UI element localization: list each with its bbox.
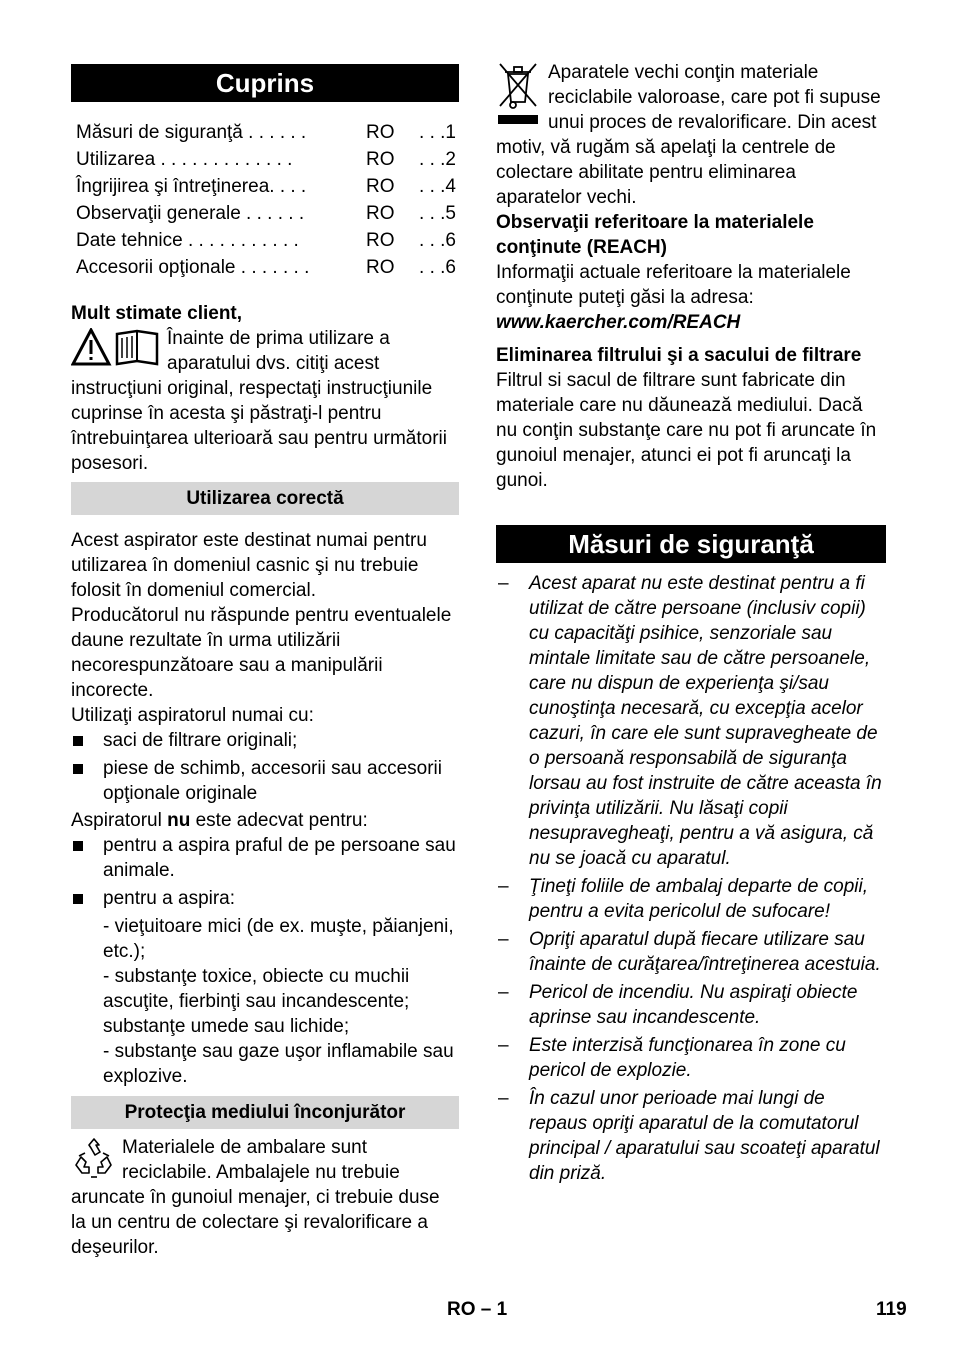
correct-use-heading: Utilizarea corectă xyxy=(71,482,459,515)
crossed-bin-icon xyxy=(496,60,540,132)
correct-use-p1: Acest aspirator este destinat numai pentru utilizarea în domeniul casnic şi nu trebuie folosit în domeniul comercial. xyxy=(71,530,427,601)
old-devices-text: Aparatele vechi conţin materiale reciclabile valoroase, care pot fi supuse unui proces de revalorificare. Din acest motiv, vă rugăm să apelaţi la centrele de colectare abilitate pentru eliminarea aparatelor vechi. xyxy=(496,62,881,208)
sub-list-item: - substanţe toxice, obiecte cu muchii ascuţite, fierbinţi sau incandescente; substanţe umede sau lichide; xyxy=(103,966,410,1037)
safety-item xyxy=(496,1086,886,1186)
safety-item xyxy=(496,874,886,924)
toc-entry-title: Observaţii generale . . . . . . xyxy=(76,203,305,224)
toc-entry-lang: RO xyxy=(366,149,395,170)
sub-list-item: - vieţuitoare mici (de ex. muşte, păianjeni, etc.); xyxy=(103,916,454,962)
toc-row[interactable] xyxy=(71,200,459,227)
toc-entry-page: . . .6 xyxy=(419,257,456,278)
right-column xyxy=(496,60,886,1189)
list-item: pentru a aspira praful de pe persoane sau animale. xyxy=(71,833,459,883)
list-item: pentru a aspira: xyxy=(71,886,459,911)
list-item: saci de filtrare originali; xyxy=(71,728,459,753)
filter-heading: Eliminarea filtrului şi a sacului de filtrare xyxy=(496,345,862,366)
safety-list xyxy=(496,571,886,1186)
left-column xyxy=(71,64,459,1260)
safety-item-text: Este interzisă funcţionarea în zone cu pericol de explozie. xyxy=(529,1035,846,1081)
reach-url[interactable]: www.kaercher.com/REACH xyxy=(496,312,741,333)
reach-text: Informaţii actuale referitoare la materialele conţinute puteţi găsi la adresa: xyxy=(496,262,851,308)
toc-entry-title: Utilizarea . . . . . . . . . . . . . xyxy=(76,149,293,170)
toc-entry-page: . . .2 xyxy=(419,149,456,170)
toc-row[interactable] xyxy=(71,119,459,146)
table-of-contents xyxy=(71,119,459,281)
warning-manual-icon xyxy=(71,328,161,366)
safety-item-text: Ţineţi foliile de ambalaj departe de copii, pentru a evita pericolul de sufocare! xyxy=(529,876,869,922)
toc-entry-title: Îngrijirea şi întreţinerea. . . . xyxy=(76,176,307,197)
list-item: piese de schimb, accesorii sau accesorii opţionale originale xyxy=(71,756,459,806)
footer-label: RO – 1 xyxy=(447,1299,508,1320)
packaging-block xyxy=(71,1135,459,1260)
safety-item xyxy=(496,1033,886,1083)
safety-item xyxy=(496,980,886,1030)
toc-row[interactable] xyxy=(71,227,459,254)
intro-text: Înainte de prima utilizare a aparatului dvs. citiţi acest instrucţiuni original, respectaţi instrucţiunile cuprinse în acesta şi păstraţi-l pentru întrebuinţarea ulterioară sau pentru următorii posesori. xyxy=(71,328,447,474)
safety-item-text: Acest aparat nu este destinat pentru a fi utilizat de către persoane (inclusiv copii) cu capacităţi psihice, senzoriale sau mintale limitate sau de către persoanele, care nu dispun de experienţa şi/sau cunoştinţa necesară, cu excepţia acelor cazuri, în care ele sunt supravegheate de o persoană responsabilă de siguranţa lorsau au fost instruite de către aceasta în privinţa utilizării. Nu lăsaţi copii nesupravegheaţi, pentru a vă asigura, că nu se joacă cu aparatul. xyxy=(529,573,882,869)
dash-marker: – xyxy=(498,1088,509,1109)
toc-row[interactable] xyxy=(71,146,459,173)
toc-entry-lang: RO xyxy=(366,203,395,224)
not-suitable-intro: Aspiratorul nu este adecvat pentru: xyxy=(71,810,368,831)
old-devices-block xyxy=(496,60,886,210)
toc-entry-title: Accesorii opţionale . . . . . . . xyxy=(76,257,310,278)
toc-row[interactable] xyxy=(71,254,459,281)
intro-block xyxy=(71,326,459,476)
safety-item-text: În cazul unor perioade mai lungi de repaus opriţi aparatul de la comutatorul principal / aparatului sau scoateţi aparatul din priză. xyxy=(529,1088,880,1184)
toc-entry-title: Măsuri de siguranţă . . . . . . xyxy=(76,122,307,143)
safety-item-text: Opriţi aparatul după fiecare utilizare sau înainte de curăţarea/întreţinerea acestuia. xyxy=(529,929,881,975)
reach-heading: Observaţii referitoare la materialele conţinute (REACH) xyxy=(496,212,814,258)
safety-item xyxy=(496,571,886,871)
intro-heading: Mult stimate client, xyxy=(71,303,243,324)
sub-list-item: - substanţe sau gaze uşor inflamabile sau explozive. xyxy=(103,1041,454,1087)
correct-use-p2: Producătorul nu răspunde pentru eventualele daune rezultate în urma utilizării necorespunzătoare sau a manipulării incorecte. xyxy=(71,605,452,701)
safety-item xyxy=(496,927,886,977)
toc-entry-page: . . .5 xyxy=(419,203,456,224)
toc-title: Cuprins xyxy=(71,64,459,102)
dash-marker: – xyxy=(498,982,509,1003)
environment-heading: Protecţia mediului înconjurător xyxy=(71,1096,459,1129)
page-number: 119 xyxy=(876,1299,907,1320)
correct-use-p3: Utilizaţi aspiratorul numai cu: xyxy=(71,705,314,726)
dash-marker: – xyxy=(498,1035,509,1056)
dash-marker: – xyxy=(498,573,509,594)
toc-entry-page: . . .6 xyxy=(419,230,456,251)
toc-entry-page: . . .1 xyxy=(419,122,456,143)
toc-entry-lang: RO xyxy=(366,176,395,197)
toc-entry-title: Date tehnice . . . . . . . . . . . xyxy=(76,230,299,251)
toc-entry-page: . . .4 xyxy=(419,176,456,197)
toc-entry-lang: RO xyxy=(366,230,395,251)
packaging-text: Materialele de ambalare sunt reciclabile. Ambalajele nu trebuie aruncate în gunoiul menajer, ci trebuie duse la un centru de colectare şi revalorificare a deşeurilor. xyxy=(71,1137,440,1258)
dash-marker: – xyxy=(498,929,509,950)
recycle-icon xyxy=(71,1137,117,1183)
toc-entry-lang: RO xyxy=(366,257,395,278)
safety-item-text: Pericol de incendiu. Nu aspiraţi obiecte aprinse sau incandescente. xyxy=(529,982,858,1028)
toc-entry-lang: RO xyxy=(366,122,395,143)
toc-row[interactable] xyxy=(71,173,459,200)
safety-title: Măsuri de siguranţă xyxy=(496,525,886,563)
dash-marker: – xyxy=(498,876,509,897)
filter-text: Filtrul si sacul de filtrare sunt fabricate din materiale care nu dăunează mediului. Dacă nu conţin substanţe care nu pot fi aruncate în gunoiul menajer, atunci ei pot fi aruncaţi la gunoi. xyxy=(496,370,877,491)
